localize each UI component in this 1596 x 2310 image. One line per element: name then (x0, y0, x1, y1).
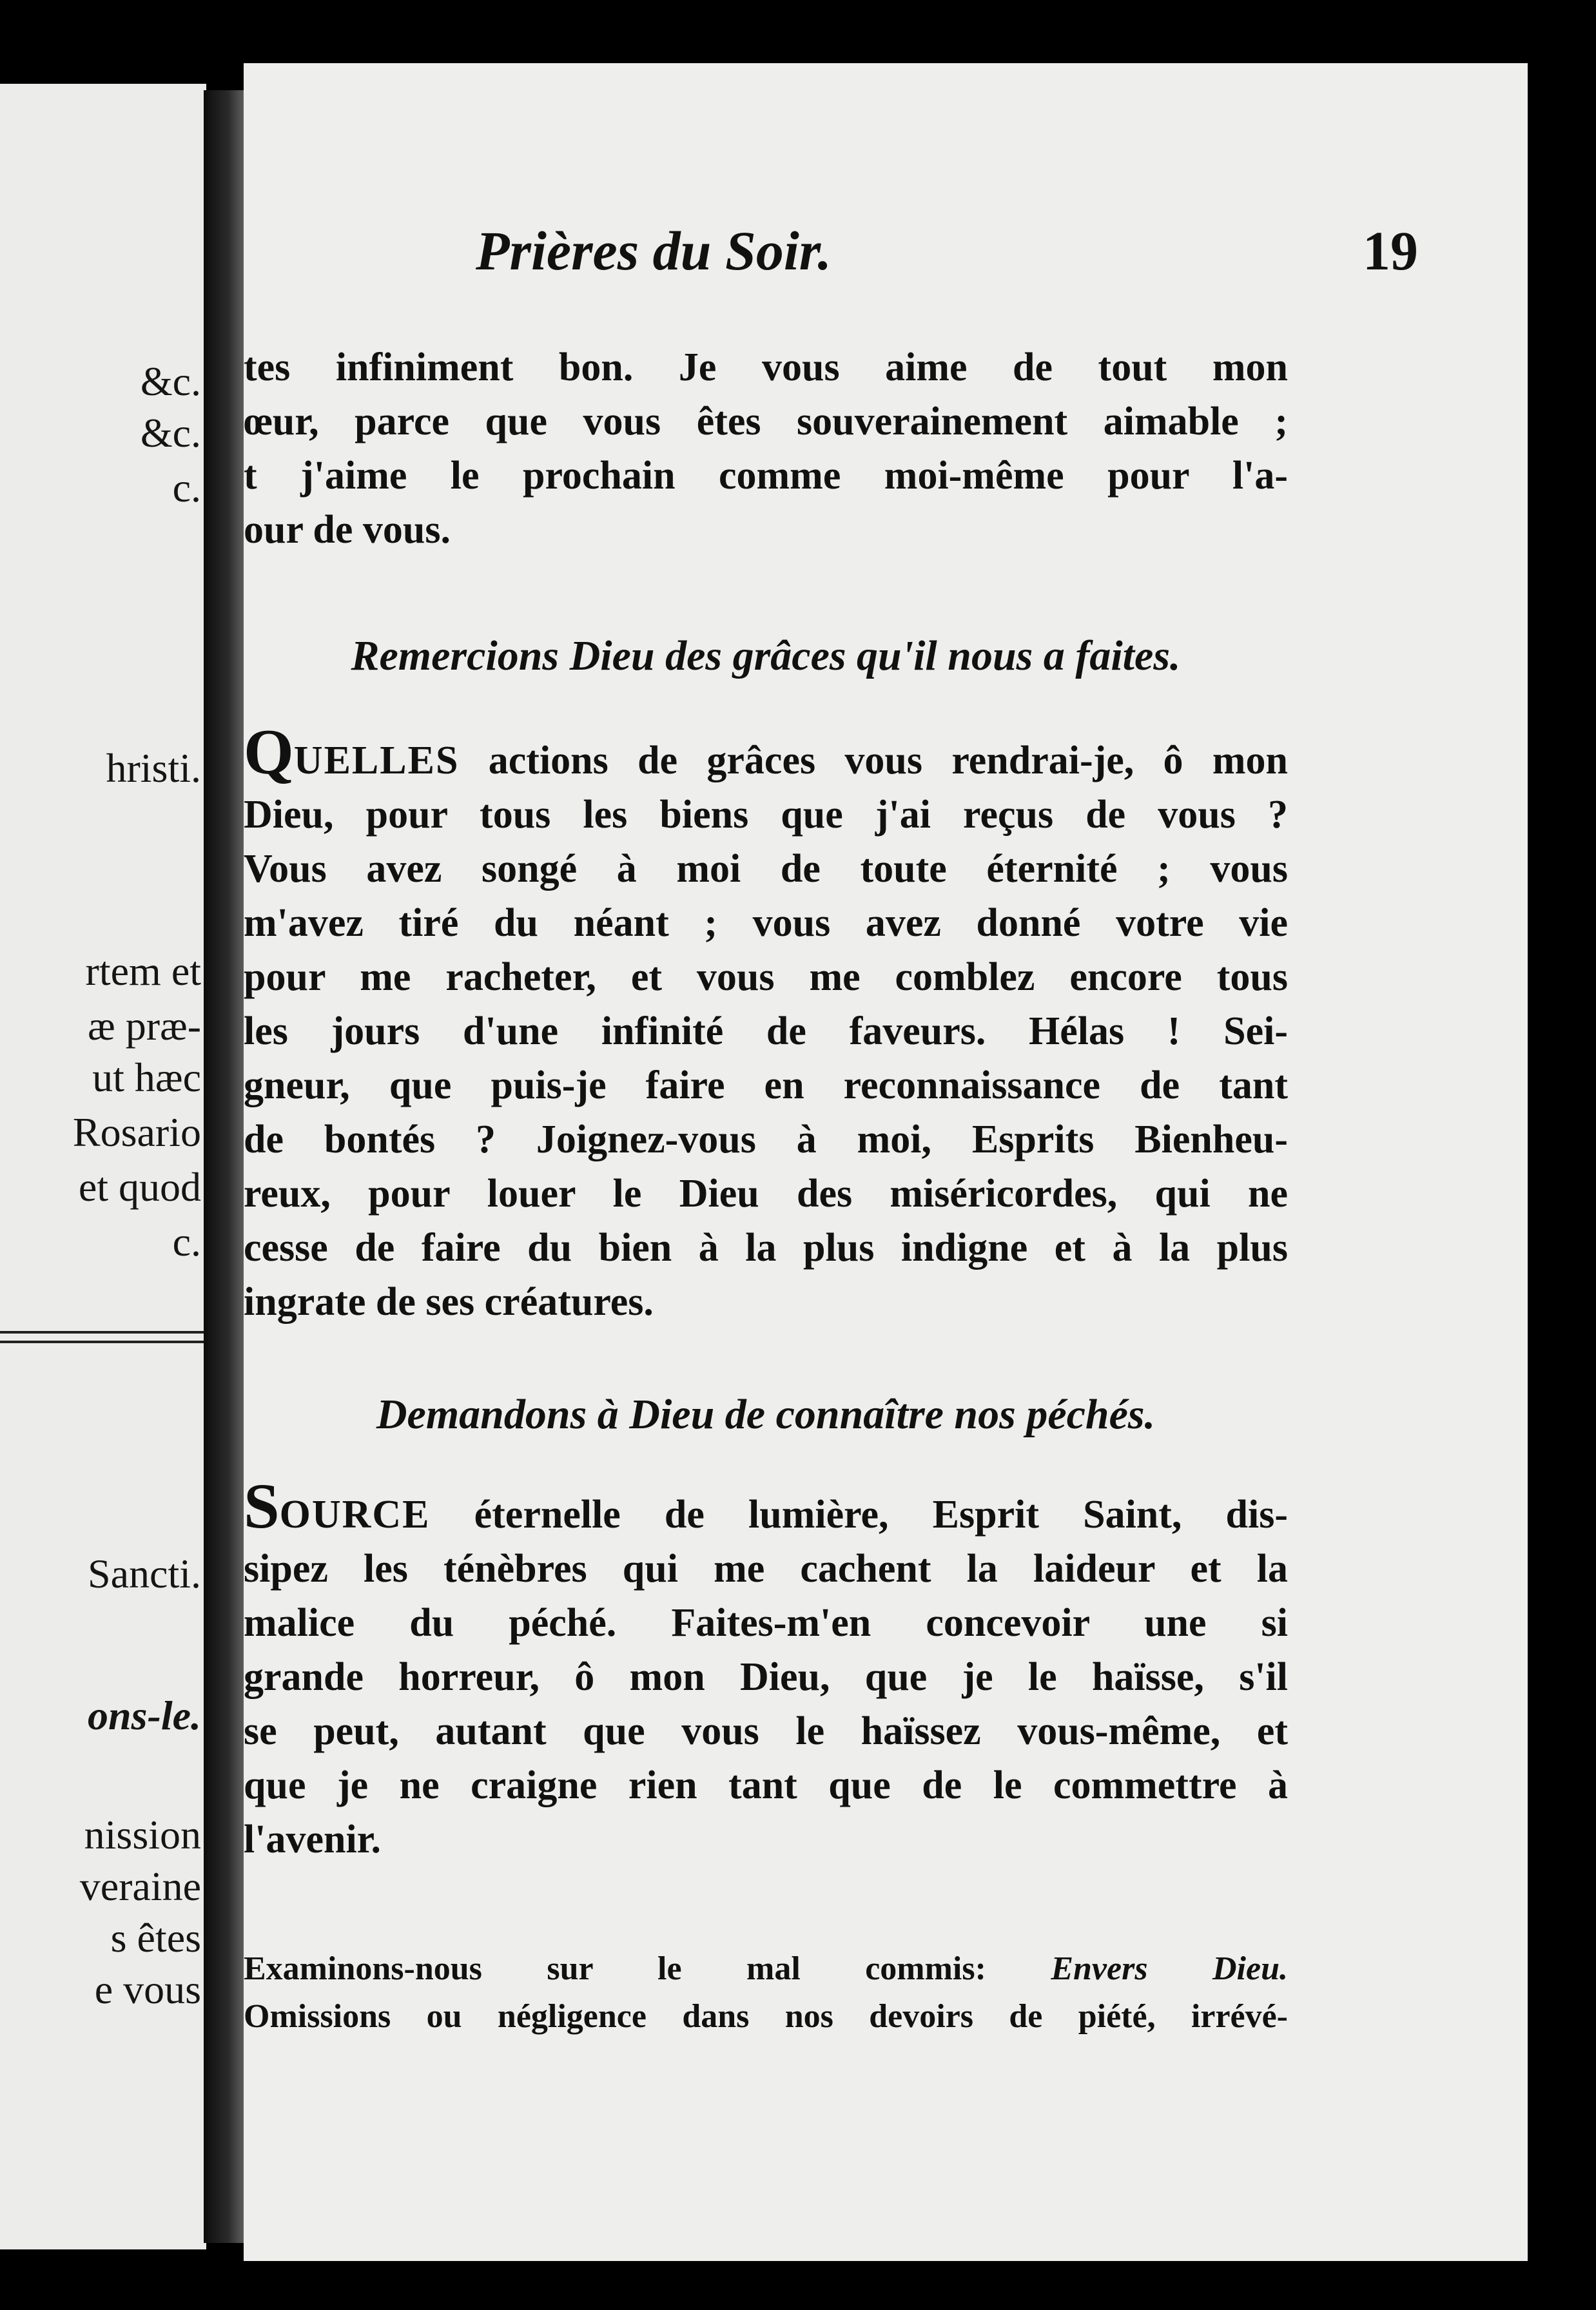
page-header (244, 218, 1528, 289)
left-page-rule (0, 1331, 206, 1334)
text-line (244, 1470, 1289, 1542)
left-page-rule (0, 1341, 206, 1343)
first-word: OURCE (279, 1493, 431, 1537)
text-line: sipez les ténèbres qui me cachent la laideur et la (244, 1547, 1288, 1591)
text-line: t j'aime le prochain comme moi-même pour l'a- (244, 454, 1288, 498)
running-title: Prières du Soir. (476, 220, 832, 282)
drop-cap: S (244, 1470, 280, 1542)
text-line: reux, pour louer le Dieu des miséricordes, qui ne (244, 1172, 1288, 1216)
left-page-fragment: æ præ- (88, 1003, 201, 1049)
text-line: que je ne craigne rien tant que de le commettre à (244, 1763, 1288, 1807)
left-page-fragment: ons-le. (88, 1693, 201, 1738)
text-line: malice du péché. Faites-m'en concevoir une si (244, 1601, 1288, 1645)
paragraph-examination (244, 1945, 1288, 2041)
text-line: m'avez tiré du néant ; vous avez donné votre vie (244, 901, 1288, 945)
left-page-fragment: c. (172, 465, 201, 510)
left-page-fragment: veraine (79, 1863, 201, 1909)
text-line: cesse de faire du bien à la plus indigne et à la plus (244, 1226, 1288, 1270)
text-line (244, 1945, 1288, 1993)
left-page-fragment: &c. (140, 410, 201, 456)
text-line: Dieu, pour tous les biens que j'ai reçus de vous ? (244, 793, 1288, 837)
text-line: gneur, que puis-je faire en reconnaissance de tant (244, 1063, 1288, 1107)
left-page-fragment: Rosario (72, 1109, 201, 1155)
text-line: œur, parce que vous êtes souverainement aimable ; (244, 400, 1288, 443)
examination-intro: Examinons-nous sur le mal commis: (244, 1950, 986, 1987)
left-page-fragment: rtem et (85, 948, 201, 994)
section-heading-sins: Demandons à Dieu de connaître nos péchés. (376, 1391, 1156, 1438)
text-line-rest: actions de grâces vous rendrai-je, ô mon (488, 739, 1288, 782)
text-line: de bontés ? Joignez-vous à moi, Esprits Bienheu- (244, 1118, 1288, 1161)
text-line: grande horreur, ô mon Dieu, que je le haïsse, s'il (244, 1655, 1288, 1699)
drop-cap: Q (244, 716, 294, 788)
left-page-strip (0, 84, 206, 2249)
left-page-fragment: Sancti. (88, 1551, 201, 1597)
paragraph-continuation (244, 340, 1288, 557)
book-gutter (204, 90, 248, 2243)
text-line: our de vous. (244, 508, 451, 552)
text-line: Omissions ou négligence dans nos devoirs de piété, irrévé- (244, 1998, 1288, 2035)
examination-category: Envers Dieu. (1051, 1950, 1288, 1987)
text-line: se peut, autant que vous le haïssez vous-même, et (244, 1709, 1288, 1753)
text-line-rest: éternelle de lumière, Esprit Saint, dis- (474, 1493, 1289, 1537)
left-page-fragment: hristi. (106, 745, 201, 791)
left-page-fragment: c. (172, 1219, 201, 1265)
text-line: pour me racheter, et vous me comblez encore tous (244, 955, 1288, 999)
left-page-fragment: s êtes (110, 1915, 201, 1961)
left-page-fragment: ut hæc (92, 1054, 201, 1100)
text-line: l'avenir. (244, 1818, 382, 1861)
first-word: UELLES (293, 739, 460, 782)
paragraph-sins (244, 1470, 1289, 1867)
book-page (244, 63, 1528, 2261)
left-page-fragment: nission (84, 1812, 201, 1858)
text-line: tes infiniment bon. Je vous aime de tout mon (244, 345, 1288, 389)
text-line: Vous avez songé à moi de toute éternité ; vous (244, 847, 1288, 891)
text-line (244, 716, 1288, 788)
section-heading-thanks: Remercions Dieu des grâces qu'il nous a faites. (351, 632, 1181, 679)
text-line: ingrate de ses créatures. (244, 1280, 654, 1324)
page-number: 19 (1363, 220, 1418, 282)
paragraph-thanks (244, 716, 1288, 1329)
left-page-fragment: e vous (94, 1966, 201, 2012)
text-line: les jours d'une infinité de faveurs. Hélas ! Sei- (244, 1009, 1288, 1053)
left-page-fragment: et quod (78, 1164, 201, 1210)
left-page-fragment: &c. (140, 358, 201, 404)
